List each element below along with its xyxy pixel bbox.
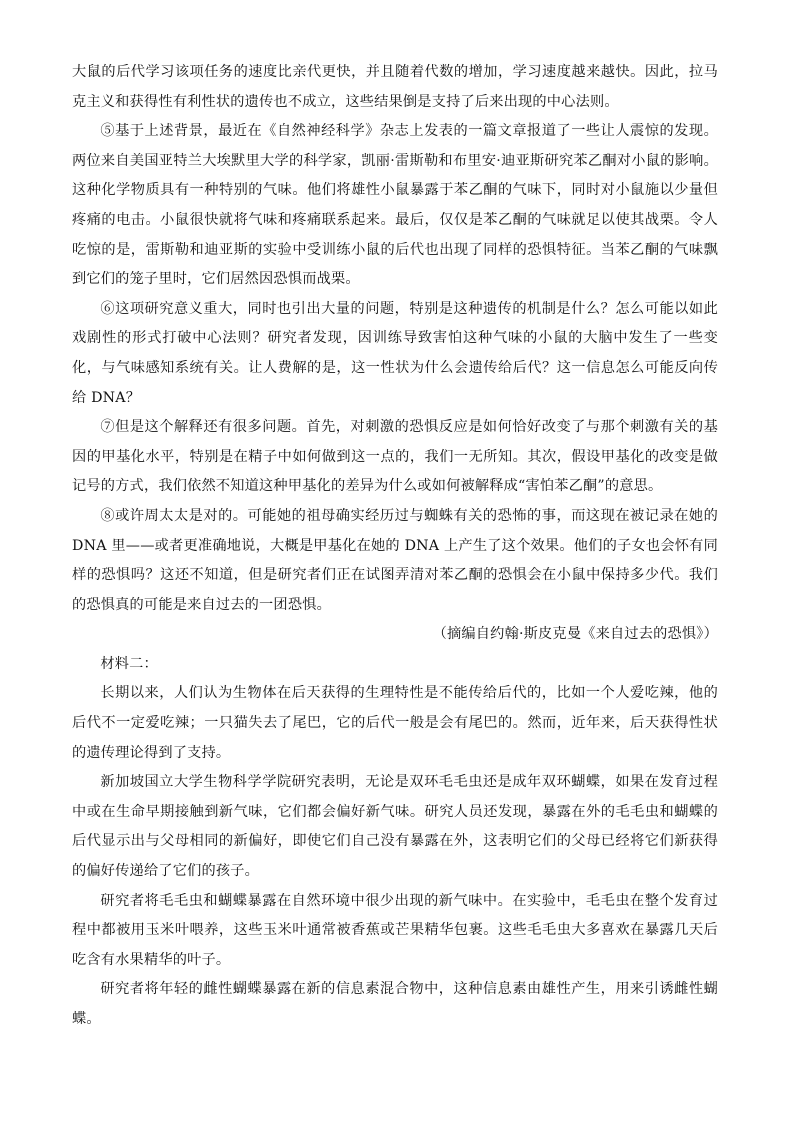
- paragraph-5: ⑤基于上述背景，最近在《自然神经科学》杂志上发表的一篇文章报道了一些让人震惊的发现。两位来自美国亚特兰大埃默里大学的科学家，凯丽·雷斯勒和布里安·迪亚斯研究苯乙酮对小鼠的影响。这种化学物质具有一种特别的气味。他们将雄性小鼠暴露于苯乙酮的气味下，同时对小鼠施以少量但疼痛的电击。小鼠很快就将气味和疼痛联系起来。最后，仅仅是苯乙酮的气味就足以使其战栗。令人吃惊的是，雷斯勒和迪亚斯的实验中受训练小鼠的后代也出现了同样的恐惧特征。当苯乙酮的气味飘到它们的笼子里时，它们居然因恐惧而战栗。: [72, 123, 718, 288]
- source-citation: （摘编自约翰·斯皮克曼《来自过去的恐惧》）: [432, 626, 718, 643]
- paragraph-6: ⑥这项研究意义重大，同时也引出大量的问题，特别是这种遗传的机制是什么？怎么可能以如此戏剧性的形式打破中心法则？研究者发现，因训练导致害怕这种气味的小鼠的大脑中发生了一些变化，与气味感知系统有关。让人费解的是，这一性状为什么会遗传给后代？这一信息怎么可能反向传给 DNA？: [72, 300, 718, 406]
- material-two-label: 材料二：: [100, 655, 158, 672]
- material-two-paragraph-1: 长期以来，人们认为生物体在后天获得的生理特性是不能传给后代的，比如一个人爱吃辣，他的后代不一定爱吃辣；一只猫失去了尾巴，它的后代一般是会有尾巴的。然而，近年来，后天获得性状的遗传理论得到了支持。: [72, 685, 718, 761]
- paragraph-continuation: 大鼠的后代学习该项任务的速度比亲代更快，并且随着代数的增加，学习速度越来越快。因此，拉马克主义和获得性有利性状的遗传也不成立，这些结果倒是支持了后来出现的中心法则。: [72, 64, 718, 110]
- paragraph-8: ⑧或许周太太是对的。可能她的祖母确实经历过与蜘蛛有关的恐怖的事，而这现在被记录在她的 DNA 里——或者更准确地说，大概是甲基化在她的 DNA 上产生了这个效果。他们的子女也会怀有同样的恐惧吗？这还不知道，但是研究者们正在试图弄清对苯乙酮的恐惧会在小鼠中保持多少代。我们的恐惧真的可能是来自过去的一团恐惧。: [72, 507, 718, 613]
- material-two-paragraph-2: 新加坡国立大学生物科学学院研究表明，无论是双环毛毛虫还是成年双环蝴蝶，如果在发育过程中或在生命早期接触到新气味，它们都会偏好新气味。研究人员还发现，暴露在外的毛毛虫和蝴蝶的后代显示出与父母相同的新偏好，即使它们自己没有暴露在外，这表明它们的父母已经将它们新获得的偏好传递给了它们的孩子。: [72, 774, 718, 880]
- material-two-paragraph-4: 研究者将年轻的雌性蝴蝶暴露在新的信息素混合物中，这种信息素由雄性产生，用来引诱雌性蝴蝶。: [72, 981, 718, 1027]
- document-page: [72, 58, 718, 1035]
- paragraph-7: ⑦但是这个解释还有很多问题。首先，对刺激的恐惧反应是如何恰好改变了与那个刺激有关的基因的甲基化水平，特别是在精子中如何做到这一点的，我们一无所知。其次，假设甲基化的改变是做记号的方式，我们依然不知道这种甲基化的差异为什么或如何被解释成“害怕苯乙酮”的意思。: [72, 419, 718, 495]
- material-two-paragraph-3: 研究者将毛毛虫和蝴蝶暴露在自然环境中很少出现的新气味中。在实验中，毛毛虫在整个发育过程中都被用玉米叶喂养，这些玉米叶通常被香蕉或芒果精华包裹。这些毛毛虫大多喜欢在暴露几天后吃含有水果精华的叶子。: [72, 892, 718, 968]
